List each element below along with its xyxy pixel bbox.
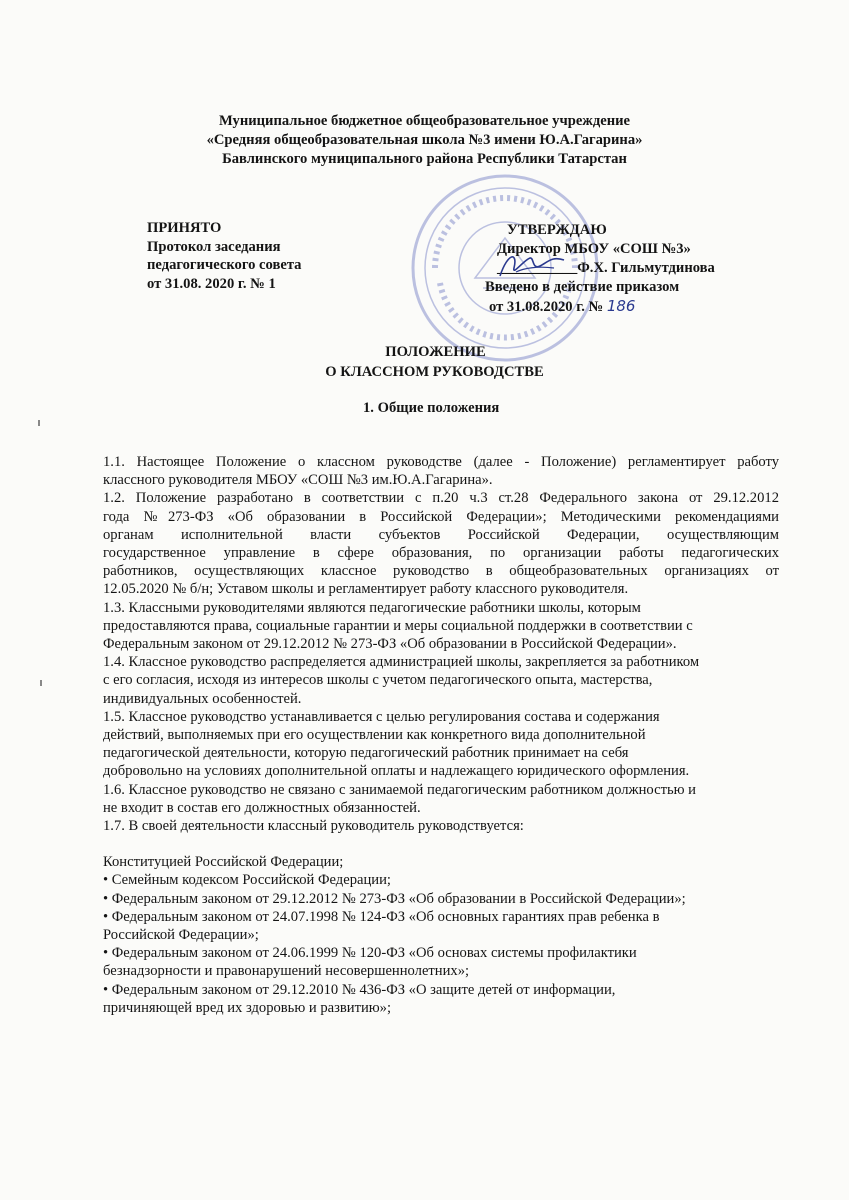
body-line: 1.2. Положение разработано в соответствии с п.20 ч.3 ст.28 Федерального закона от 29.12.2012 [103,490,779,507]
body-line: государственное управление в сфере образования, по организации работы педагогических [103,545,779,562]
body-line: безнадзорности и правонарушений несовершеннолетних»; [103,963,470,980]
body-line: добровольно на условиях дополнительной оплаты и надлежащего юридического оформления. [103,763,690,780]
margin-mark [40,680,42,686]
body-line: Российской Федерации»; [103,927,259,944]
body-line: Конституцией Российской Федерации; [103,854,344,871]
body-text [103,453,779,1017]
body-line: • Федеральным законом от 29.12.2010 № 436-ФЗ «О защите детей от информации, [103,981,616,998]
body-line: 1.3. Классными руководителями являются педагогические работники школы, которым [103,599,641,616]
title-line-1: ПОЛОЖЕНИЕ [385,344,486,360]
director-signature [494,246,574,286]
accepted-block [147,219,301,293]
body-line: 1.4. Классное руководство распределяется администрацией школы, закрепляется за работником [103,654,700,671]
body-line: действий, выполняемых при его осуществлении как конкретного вида дополнительной [103,727,646,744]
body-line: классного руководителя МБОУ «СОШ №3 им.Ю.А.Гагарина». [103,472,493,489]
accepted-line-3: от 31.08. 2020 г. № 1 [147,275,276,292]
approved-line-2: ___________Ф.Х. Гильмутдинова [497,260,715,276]
accepted-line-2: педагогического совета [147,257,302,273]
section-heading: 1. Общие положения [363,400,500,416]
body-line: Федеральным законом от 29.12.2012 № 273-ФЗ «Об образовании в Российской Федерации». [103,636,677,653]
document-title [0,342,849,382]
body-line: 1.7. В своей деятельности классный руководитель руководствуется: [103,818,524,835]
order-number-handwritten: 186 [606,297,636,315]
approved-line-1: Директор МБОУ «СОШ №3» [497,241,691,257]
body-line: года №273-ФЗ «Об образовании в Российской Федерации»; Методическими рекомендациями [103,508,779,525]
body-line: не входит в состав его должностных обязанностей. [103,799,421,816]
approved-title: УТВЕРЖДАЮ [507,222,607,238]
body-line: работников, осуществляющих классное руководство в общеобразовательных организациях от [103,563,779,580]
order-date-text: от 31.08.2020 г. № [489,299,604,315]
school-header [0,112,849,169]
body-line: 1.5. Классное руководство устанавливается с целью регулирования состава и содержания [103,708,660,725]
header-line-3: Бавлинского муниципального района Республики Татарстан [222,151,627,167]
body-line: 12.05.2020 № б/н; Уставом школы и регламентирует работу классного руководителя. [103,581,629,598]
approved-line-3: Введено в действие приказом [485,279,680,295]
body-line: индивидуальных особенностей. [103,690,302,707]
body-line [103,835,779,853]
header-line-1: Муниципальное бюджетное общеобразовательное учреждение [218,113,631,129]
body-line: с его согласия, исходя из интересов школы с учетом педагогического опыта, мастерства, [103,672,653,689]
body-line: предоставляются права, социальные гарантии и меры социальной поддержки в соответствии с [103,617,693,634]
body-line: • Федеральным законом от 24.06.1999 № 120-ФЗ «Об основах системы профилактики [103,945,637,962]
body-line: органам исполнительной власти субъектов Российской Федерации, осуществляющим [103,526,779,543]
body-line: • Федеральным законом от 29.12.2012 № 273-ФЗ «Об образовании в Российской Федерации»; [103,890,686,907]
body-line: • Семейным кодексом Российской Федерации; [103,872,391,889]
body-line: 1.6. Классное руководство не связано с занимаемой педагогическим работником должностью и [103,781,696,798]
accepted-title: ПРИНЯТО [147,220,222,236]
body-line: педагогической деятельности, которую педагогический работник принимает на себя [103,745,629,762]
accepted-line-1: Протокол заседания [147,238,281,255]
title-line-2: О КЛАССНОМ РУКОВОДСТВЕ [325,364,544,380]
body-line: • Федеральным законом от 24.07.1998 № 124-ФЗ «Об основных гарантиях прав ребенка в [103,908,660,925]
body-line: 1.1. Настоящее Положение о классном руководстве (далее - Положение) регламентирует работу [103,454,779,470]
approved-line-4 [485,297,715,317]
margin-mark [38,420,40,426]
body-line: причиняющей вред их здоровью и развитию»; [103,999,392,1016]
header-line-2: «Средняя общеобразовательная школа №3 имени Ю.А.Гагарина» [206,132,643,148]
